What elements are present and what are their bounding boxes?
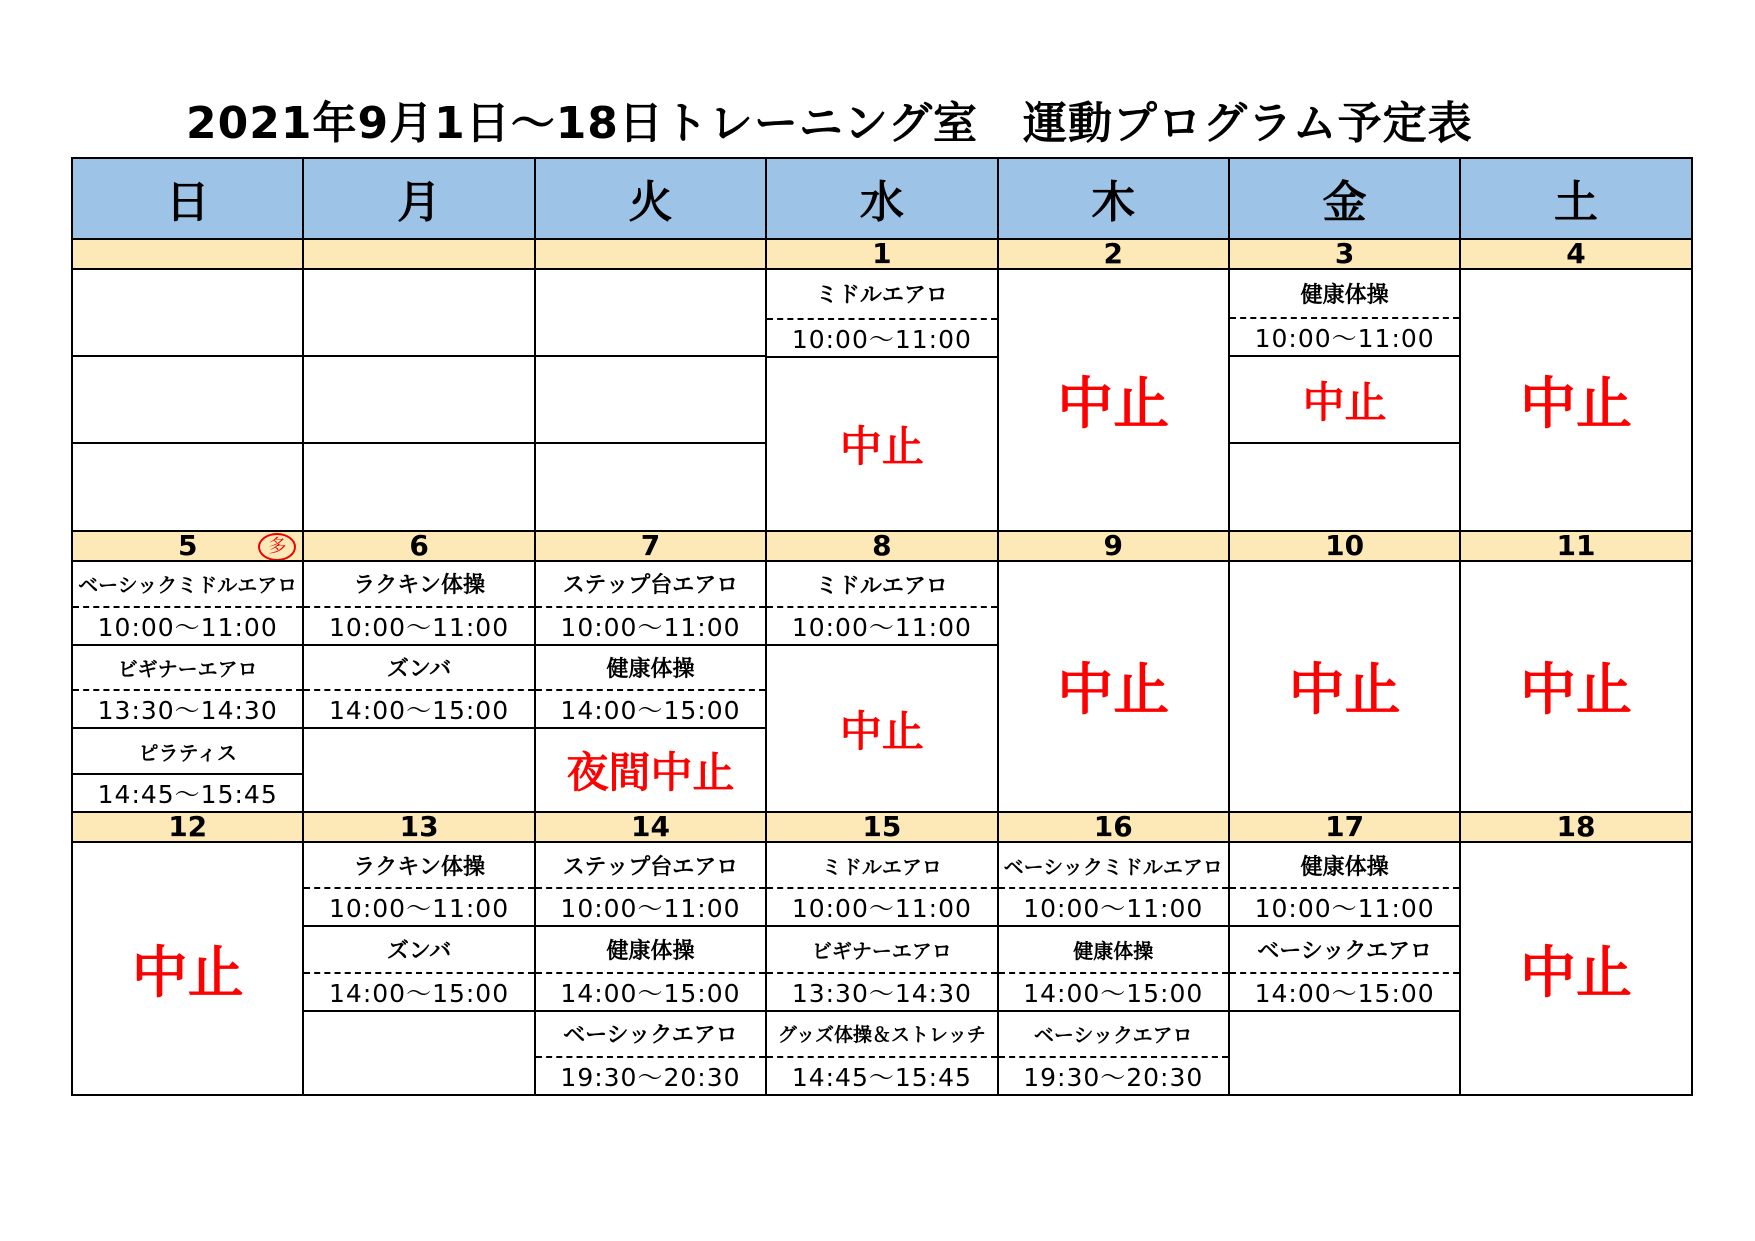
program-name: 健康体操	[999, 927, 1228, 973]
program-name: グッズ体操＆ストレッチ	[767, 1012, 996, 1058]
weekday-header-row	[72, 158, 1692, 239]
weekday-sun: 日	[72, 158, 303, 239]
program-name: ベーシックエアロ	[999, 1012, 1228, 1058]
program-time: 10:00～11:00	[1254, 894, 1435, 924]
program-time: 14:45～15:45	[97, 779, 278, 809]
weekday-mon: 月	[303, 158, 534, 239]
weekday-fri: 金	[1229, 158, 1460, 239]
weekday-thu: 木	[998, 158, 1229, 239]
day-cell-13	[303, 842, 534, 1095]
date-cell: 14	[535, 812, 766, 842]
day-cell-4	[1460, 269, 1691, 531]
cancel-label: 中止	[1302, 377, 1387, 427]
date-cell: 4	[1460, 239, 1691, 269]
date-cell: 9	[998, 531, 1229, 561]
day-cell-empty	[303, 269, 534, 531]
program-name: 健康体操	[1230, 843, 1459, 889]
cancel-label: 中止	[1288, 658, 1401, 724]
day-cell-18	[1460, 842, 1691, 1095]
program-name: ベーシックミドルエアロ	[999, 843, 1228, 889]
program-name: 健康体操	[1230, 270, 1459, 319]
program-time: 14:00～15:00	[1254, 978, 1435, 1008]
program-row-week2	[72, 561, 1692, 812]
day-cell-8	[766, 561, 997, 812]
schedule-table	[71, 157, 1693, 1096]
day-cell-7	[535, 561, 766, 812]
date-cell: 8	[766, 531, 997, 561]
program-time: 13:30～14:30	[97, 696, 278, 726]
program-time: 14:00～15:00	[1023, 978, 1204, 1008]
day-cell-12	[72, 842, 303, 1095]
weekday-wed: 水	[766, 158, 997, 239]
program-time: 19:30～20:30	[1023, 1063, 1204, 1092]
cancel-label: 中止	[839, 421, 924, 471]
program-time: 10:00～11:00	[1254, 324, 1435, 354]
program-time: 13:30～14:30	[791, 978, 972, 1008]
day-cell-16	[998, 842, 1229, 1095]
program-row-week3	[72, 842, 1692, 1095]
date-cell: 17	[1229, 812, 1460, 842]
date-cell: 1	[766, 239, 997, 269]
day-cell-3	[1229, 269, 1460, 531]
program-name: ベーシックミドルエアロ	[73, 562, 302, 608]
cancel-label: 夜間中止	[566, 748, 735, 798]
program-time: 14:00～15:00	[329, 978, 510, 1008]
day-cell-empty	[72, 269, 303, 531]
program-time: 19:30～20:30	[560, 1063, 741, 1092]
page-title: 2021年9月1日～18日トレーニング室 運動プログラム予定表	[186, 98, 1473, 149]
program-time: 14:00～15:00	[560, 978, 741, 1008]
day-cell-15	[766, 842, 997, 1095]
program-name: ラクキン体操	[304, 562, 533, 608]
program-name: ズンバ	[304, 646, 533, 692]
date-cell: 3	[1229, 239, 1460, 269]
date-row-week1	[72, 239, 1692, 269]
program-name: ステップ台エアロ	[536, 562, 765, 608]
cancel-label: 中止	[1520, 940, 1633, 1006]
day-cell-2	[998, 269, 1229, 531]
date-number: 5	[177, 530, 198, 561]
day-cell-14	[535, 842, 766, 1095]
program-row-week1	[72, 269, 1692, 531]
date-cell: 13	[303, 812, 534, 842]
program-time: 10:00～11:00	[791, 324, 972, 354]
program-time: 14:45～15:45	[791, 1063, 972, 1092]
program-time: 10:00～11:00	[97, 612, 278, 642]
cancel-label: 中止	[131, 940, 244, 1006]
cancel-label: 中止	[1520, 371, 1633, 437]
day-cell-1	[766, 269, 997, 531]
weekday-sat: 土	[1460, 158, 1691, 239]
program-time: 10:00～11:00	[791, 894, 972, 924]
program-name: 健康体操	[536, 646, 765, 692]
date-cell: 2	[998, 239, 1229, 269]
weekday-tue: 火	[535, 158, 766, 239]
date-cell	[72, 531, 303, 561]
program-time: 10:00～11:00	[560, 612, 741, 642]
program-time: 14:00～15:00	[329, 696, 510, 726]
date-cell: 18	[1460, 812, 1691, 842]
day-cell-6	[303, 561, 534, 812]
program-name: ビギナーエアロ	[767, 927, 996, 973]
program-name: ミドルエアロ	[767, 562, 996, 608]
program-name: ベーシックエアロ	[1230, 927, 1459, 973]
cancel-label: 中止	[839, 706, 924, 756]
date-cell: 16	[998, 812, 1229, 842]
program-name: ピラティス	[73, 729, 302, 775]
date-cell: 12	[72, 812, 303, 842]
date-row-week3	[72, 812, 1692, 842]
day-cell-empty	[535, 269, 766, 531]
date-cell	[535, 239, 766, 269]
program-time: 10:00～11:00	[791, 613, 972, 643]
date-cell	[72, 239, 303, 269]
program-name: ベーシックエアロ	[536, 1012, 765, 1058]
day-cell-17	[1229, 842, 1460, 1095]
program-time: 14:00～15:00	[560, 696, 741, 726]
day-cell-11	[1460, 561, 1691, 812]
program-time: 10:00～11:00	[329, 612, 510, 642]
day-cell-9	[998, 561, 1229, 812]
cancel-label: 中止	[1057, 658, 1170, 724]
program-time: 10:00～11:00	[560, 894, 741, 924]
date-cell: 11	[1460, 531, 1691, 561]
program-name: ラクキン体操	[304, 843, 533, 889]
date-cell: 6	[303, 531, 534, 561]
program-name: ミドルエアロ	[767, 270, 996, 320]
date-cell: 10	[1229, 531, 1460, 561]
program-name: ズンバ	[304, 927, 533, 973]
day-cell-10	[1229, 561, 1460, 812]
date-row-week2	[72, 531, 1692, 561]
program-name: ステップ台エアロ	[536, 843, 765, 889]
date-cell: 15	[766, 812, 997, 842]
circle-badge: 多	[258, 533, 296, 561]
cancel-label: 中止	[1057, 371, 1170, 437]
date-cell: 7	[535, 531, 766, 561]
program-time: 10:00～11:00	[1023, 894, 1204, 924]
date-cell	[303, 239, 534, 269]
program-name: ビギナーエアロ	[73, 646, 302, 692]
program-name: ミドルエアロ	[767, 843, 996, 889]
day-cell-5	[72, 561, 303, 812]
program-name: 健康体操	[536, 927, 765, 973]
program-time: 10:00～11:00	[329, 894, 510, 924]
cancel-label: 中止	[1520, 658, 1633, 724]
